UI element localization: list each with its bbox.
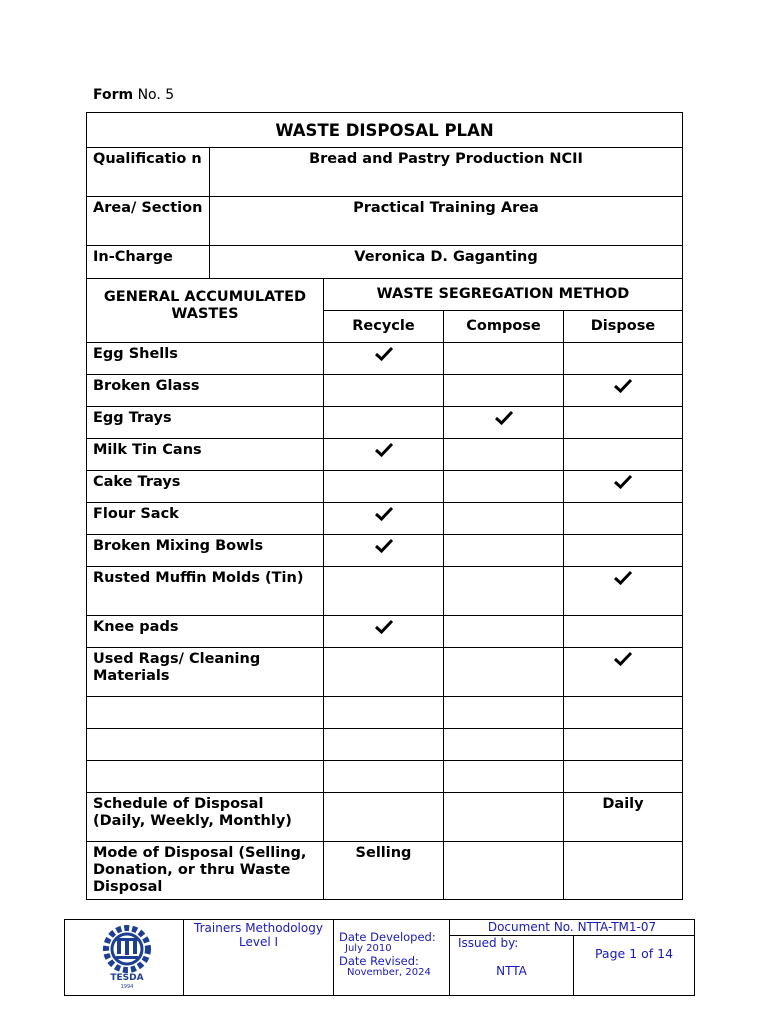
empty-row	[87, 697, 683, 729]
empty-cell	[87, 697, 324, 729]
check-icon	[613, 655, 633, 671]
empty-cell	[444, 697, 564, 729]
date-developed: July 2010	[345, 943, 392, 954]
mode-recycle-value: Selling	[324, 842, 444, 900]
table-row	[87, 616, 683, 648]
course-title: Trainers Methodology Level I	[184, 920, 334, 996]
check-icon	[613, 478, 633, 494]
recycle-cell	[324, 375, 444, 407]
wastes-header: GENERAL ACCUMULATED WASTES	[87, 279, 324, 343]
recycle-cell	[324, 471, 444, 503]
empty-cell	[87, 761, 324, 793]
compose-cell	[444, 407, 564, 439]
document-number: Document No. NTTA-TM1-07	[450, 920, 695, 936]
compose-cell	[444, 616, 564, 648]
check-icon	[374, 510, 394, 526]
check-icon	[494, 414, 514, 430]
issued-by: NTTA	[496, 964, 527, 979]
check-icon	[374, 350, 394, 366]
empty-cell	[564, 729, 683, 761]
check-icon	[374, 623, 394, 639]
date-cell	[334, 920, 450, 996]
recycle-cell	[324, 616, 444, 648]
empty-cell	[444, 729, 564, 761]
qualification-value: Bread and Pastry Production NCII	[210, 148, 683, 197]
empty-row	[87, 761, 683, 793]
dispose-cell	[564, 503, 683, 535]
logo-year: 1994	[120, 984, 134, 990]
mode-compose-cell	[444, 842, 564, 900]
empty-cell	[444, 761, 564, 793]
in-charge-value: Veronica D. Gaganting	[210, 246, 683, 279]
dispose-cell	[564, 375, 683, 407]
table-row	[87, 471, 683, 503]
dispose-cell	[564, 439, 683, 471]
tesda-logo-icon	[65, 920, 184, 992]
waste-name: Flour Sack	[87, 503, 324, 535]
recycle-cell	[324, 343, 444, 375]
schedule-recycle-cell	[324, 793, 444, 842]
waste-name: Milk Tin Cans	[87, 439, 324, 471]
table-row	[87, 375, 683, 407]
empty-cell	[324, 761, 444, 793]
recycle-cell	[324, 567, 444, 616]
area-value: Practical Training Area	[210, 197, 683, 246]
compose-header: Compose	[444, 311, 564, 343]
mode-label: Mode of Disposal (Selling, Donation, or thru Waste Disposal	[87, 842, 324, 900]
date-revised-label: Date Revised:	[339, 954, 419, 968]
compose-cell	[444, 471, 564, 503]
page-number: Page 1 of 14	[574, 936, 695, 996]
mode-dispose-cell	[564, 842, 683, 900]
table-row	[87, 503, 683, 535]
dispose-header: Dispose	[564, 311, 683, 343]
tesda-logo	[65, 920, 184, 996]
dispose-cell	[564, 616, 683, 648]
recycle-cell	[324, 407, 444, 439]
document-footer	[64, 919, 695, 996]
table-row	[87, 535, 683, 567]
schedule-compose-cell	[444, 793, 564, 842]
recycle-cell	[324, 535, 444, 567]
schedule-dispose-value: Daily	[564, 793, 683, 842]
logo-text: TESDA	[110, 973, 144, 983]
dispose-cell	[564, 567, 683, 616]
compose-cell	[444, 567, 564, 616]
recycle-cell	[324, 503, 444, 535]
empty-cell	[87, 729, 324, 761]
dispose-cell	[564, 343, 683, 375]
table-row	[87, 567, 683, 616]
area-label: Area/ Section	[87, 197, 210, 246]
waste-name: Cake Trays	[87, 471, 324, 503]
check-icon	[374, 446, 394, 462]
check-icon	[613, 382, 633, 398]
waste-rows	[87, 343, 683, 793]
waste-name: Rusted Muffin Molds (Tin)	[87, 567, 324, 616]
empty-cell	[324, 697, 444, 729]
date-revised: November, 2024	[347, 967, 431, 978]
check-icon	[613, 574, 633, 590]
waste-name: Broken Mixing Bowls	[87, 535, 324, 567]
dispose-cell	[564, 407, 683, 439]
schedule-label: Schedule of Disposal (Daily, Weekly, Monthly)	[87, 793, 324, 842]
table-row	[87, 648, 683, 697]
waste-name: Broken Glass	[87, 375, 324, 407]
compose-cell	[444, 439, 564, 471]
waste-name: Egg Trays	[87, 407, 324, 439]
form-number	[93, 87, 174, 103]
empty-cell	[324, 729, 444, 761]
form-number-value: No. 5	[137, 87, 175, 103]
waste-name: Egg Shells	[87, 343, 324, 375]
dispose-cell	[564, 535, 683, 567]
empty-row	[87, 729, 683, 761]
issued-by-label: Issued by:	[458, 936, 519, 951]
method-header: WASTE SEGREGATION METHOD	[324, 279, 683, 311]
waste-name: Used Rags/ Cleaning Materials	[87, 648, 324, 697]
compose-cell	[444, 343, 564, 375]
form-label: Form	[93, 87, 134, 103]
dispose-cell	[564, 471, 683, 503]
check-icon	[374, 542, 394, 558]
empty-cell	[564, 697, 683, 729]
compose-cell	[444, 503, 564, 535]
table-row	[87, 343, 683, 375]
table-row	[87, 407, 683, 439]
recycle-cell	[324, 648, 444, 697]
compose-cell	[444, 535, 564, 567]
dispose-cell	[564, 648, 683, 697]
recycle-header: Recycle	[324, 311, 444, 343]
qualification-label: Qualificatio n	[87, 148, 210, 197]
compose-cell	[444, 648, 564, 697]
recycle-cell	[324, 439, 444, 471]
date-developed-label: Date Developed:	[339, 930, 436, 944]
in-charge-label: In-Charge	[87, 246, 210, 279]
plan-title: WASTE DISPOSAL PLAN	[87, 113, 683, 148]
compose-cell	[444, 375, 564, 407]
waste-disposal-table	[86, 112, 683, 900]
empty-cell	[564, 761, 683, 793]
issued-cell	[450, 936, 574, 996]
table-row	[87, 439, 683, 471]
waste-name: Knee pads	[87, 616, 324, 648]
